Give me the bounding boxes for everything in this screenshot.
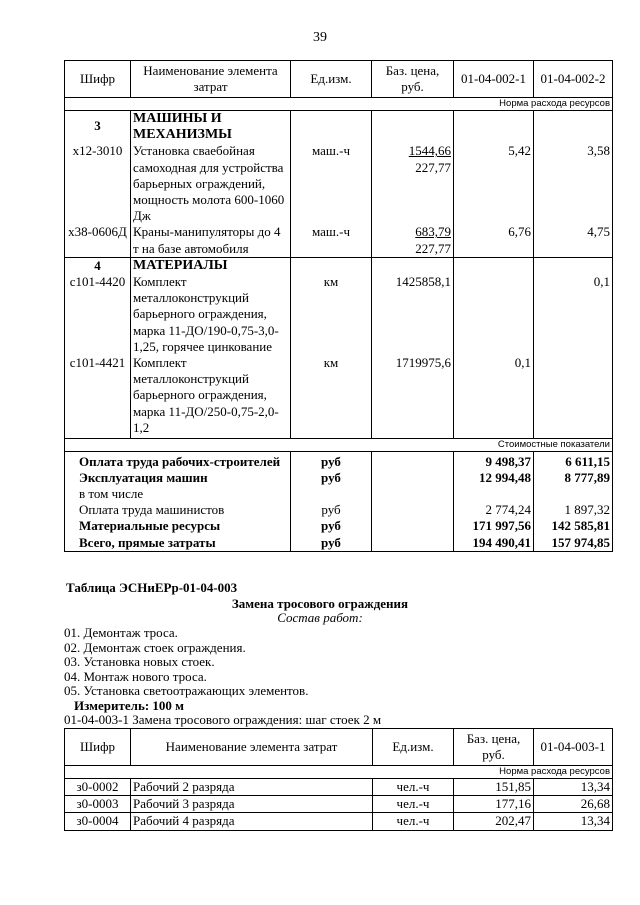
cost-row xyxy=(65,502,613,518)
row-unit: чел.-ч xyxy=(373,813,454,830)
cost-value-1: 171 997,56 xyxy=(454,518,534,534)
row-unit: км xyxy=(291,274,372,355)
cost-unit: руб xyxy=(291,535,372,552)
cost-name: Материальные ресурсы xyxy=(65,518,291,534)
list-item: 05. Установка светоотражающих элементов. xyxy=(64,683,309,698)
row-code: з0-0003 xyxy=(65,796,131,813)
row-price: 1719975,6 xyxy=(372,355,454,438)
section-number: 3 xyxy=(65,111,131,144)
list-item: 02. Демонтаж стоек ограждения. xyxy=(64,639,246,655)
list-item: 04. Монтаж нового троса. xyxy=(64,668,207,684)
header-code: Шифр xyxy=(65,729,131,766)
cost-row xyxy=(65,451,613,470)
section-number: 4 xyxy=(65,257,131,274)
norm-label: Норма расхода ресурсов xyxy=(65,98,613,111)
header-col2: 01-04-002-2 xyxy=(534,61,613,98)
cost-unit xyxy=(291,486,372,502)
norm-line: 01-04-003-1 Замена тросового ограждения: шаг стоек 2 м xyxy=(64,712,382,727)
cost-row xyxy=(65,470,613,486)
norm-label: Норма расхода ресурсов xyxy=(65,766,613,779)
row-value-1: 6,76 xyxy=(454,224,534,257)
table-row xyxy=(65,143,613,224)
row-value-1: 0,1 xyxy=(454,355,534,438)
header-col1: 01-04-003-1 xyxy=(534,729,613,766)
header-name: Наименование элемента затрат xyxy=(131,61,291,98)
row-value-1: 13,34 xyxy=(534,813,613,830)
row-price: 202,47 xyxy=(454,813,534,830)
row-value-1: 13,34 xyxy=(534,779,613,796)
cost-name: Эксплуатация машин xyxy=(65,470,291,486)
cost-value-2: 142 585,81 xyxy=(534,518,613,534)
cost-value-2: 1 897,32 xyxy=(534,502,613,518)
cost-value-2: 157 974,85 xyxy=(534,535,613,552)
table-row xyxy=(65,796,613,813)
header-unit: Ед.изм. xyxy=(373,729,454,766)
page-number: 39 xyxy=(313,30,327,45)
row-value-1 xyxy=(454,274,534,355)
row-code: з0-0004 xyxy=(65,813,131,830)
row-name: Краны-манипуляторы до 4 т на базе автомобиля xyxy=(131,224,291,257)
row-price-bottom: 227,77 xyxy=(415,240,451,256)
header-unit: Ед.изм. xyxy=(291,61,372,98)
row-price: 151,85 xyxy=(454,779,534,796)
section-title: МАШИНЫ И МЕХАНИЗМЫ xyxy=(131,111,291,144)
meter-line: Измеритель: 100 м xyxy=(74,697,185,713)
row-price: 177,16 xyxy=(454,796,534,813)
cost-unit: руб xyxy=(291,518,372,534)
table-row xyxy=(65,224,613,257)
table-row xyxy=(65,274,613,355)
row-code: х38-0606Д xyxy=(65,224,131,257)
row-value-2: 0,1 xyxy=(534,274,613,355)
table-row xyxy=(65,355,613,438)
header-code: Шифр xyxy=(65,61,131,98)
row-name: Установка сваебойная самоходная для устройства барьерных ограждений, мощность молота 600-1060 Дж xyxy=(131,143,291,224)
header-col1: 01-04-002-1 xyxy=(454,61,534,98)
row-unit: маш.-ч xyxy=(291,224,372,257)
row-code: х12-3010 xyxy=(65,143,131,224)
header-name: Наименование элемента затрат xyxy=(131,729,373,766)
cost-value-2: 6 611,15 xyxy=(534,451,613,470)
works-list xyxy=(64,626,381,728)
cost-value-1: 12 994,48 xyxy=(454,470,534,486)
row-name: Рабочий 3 разряда xyxy=(131,796,373,813)
row-value-2 xyxy=(534,355,613,438)
cost-value-2: 8 777,89 xyxy=(534,470,613,486)
section-heading: Замена тросового ограждения xyxy=(231,596,409,611)
cost-name: в том числе xyxy=(65,486,291,502)
row-unit: маш.-ч xyxy=(291,143,372,224)
row-unit: км xyxy=(291,355,372,438)
row-name: Рабочий 4 разряда xyxy=(131,813,373,830)
row-value-1: 26,68 xyxy=(534,796,613,813)
cost-label: Стоимостные показатели xyxy=(65,438,613,451)
cost-name: Оплата труда рабочих-строителей xyxy=(65,451,291,470)
table-row xyxy=(65,779,613,796)
row-unit: чел.-ч xyxy=(373,796,454,813)
row-name: Комплект металлоконструкций барьерного ограждения, марка 11-ДО/250-0,75-2,0-1,2 xyxy=(131,355,291,438)
cost-value-2 xyxy=(534,486,613,502)
row-name: Комплект металлоконструкций барьерного ограждения, марка 11-ДО/190-0,75-3,0-1,25, горячее цинкование xyxy=(131,274,291,355)
list-item: 01. Демонтаж троса. xyxy=(64,625,178,640)
row-code: з0-0002 xyxy=(65,779,131,796)
header-price: Баз. цена, руб. xyxy=(372,61,454,98)
row-code: с101-4421 xyxy=(65,355,131,438)
resource-table-2 xyxy=(64,728,613,831)
row-name: Рабочий 2 разряда xyxy=(131,779,373,796)
row-value-2: 4,75 xyxy=(534,224,613,257)
header-price: Баз. цена, руб. xyxy=(454,729,534,766)
cost-value-1: 2 774,24 xyxy=(454,502,534,518)
cost-row xyxy=(65,486,613,502)
row-price-top: 1544,66 xyxy=(408,143,451,159)
cost-row xyxy=(65,518,613,534)
row-code: с101-4420 xyxy=(65,274,131,355)
row-price: 1425858,1 xyxy=(372,274,454,355)
resource-table-1 xyxy=(64,60,613,552)
cost-row xyxy=(65,535,613,552)
cost-value-1: 194 490,41 xyxy=(454,535,534,552)
cost-unit: руб xyxy=(291,470,372,486)
row-unit: чел.-ч xyxy=(373,779,454,796)
table-row xyxy=(65,813,613,830)
cost-value-1 xyxy=(454,486,534,502)
cost-value-1: 9 498,37 xyxy=(454,451,534,470)
section-title: МАТЕРИАЛЫ xyxy=(131,257,291,274)
row-value-1: 5,42 xyxy=(454,143,534,224)
table-title: Таблица ЭСНиЕРр-01-04-003 xyxy=(66,580,238,595)
row-value-2: 3,58 xyxy=(534,143,613,224)
list-item: 03. Установка новых стоек. xyxy=(64,654,215,669)
cost-name: Оплата труда машинистов xyxy=(65,502,291,518)
row-price-bottom: 227,77 xyxy=(415,159,451,175)
cost-unit: руб xyxy=(291,451,372,470)
row-price-top: 683,79 xyxy=(415,224,451,240)
section-subheading: Состав работ: xyxy=(277,610,363,625)
cost-name: Всего, прямые затраты xyxy=(65,535,291,552)
cost-unit: руб xyxy=(291,502,372,518)
